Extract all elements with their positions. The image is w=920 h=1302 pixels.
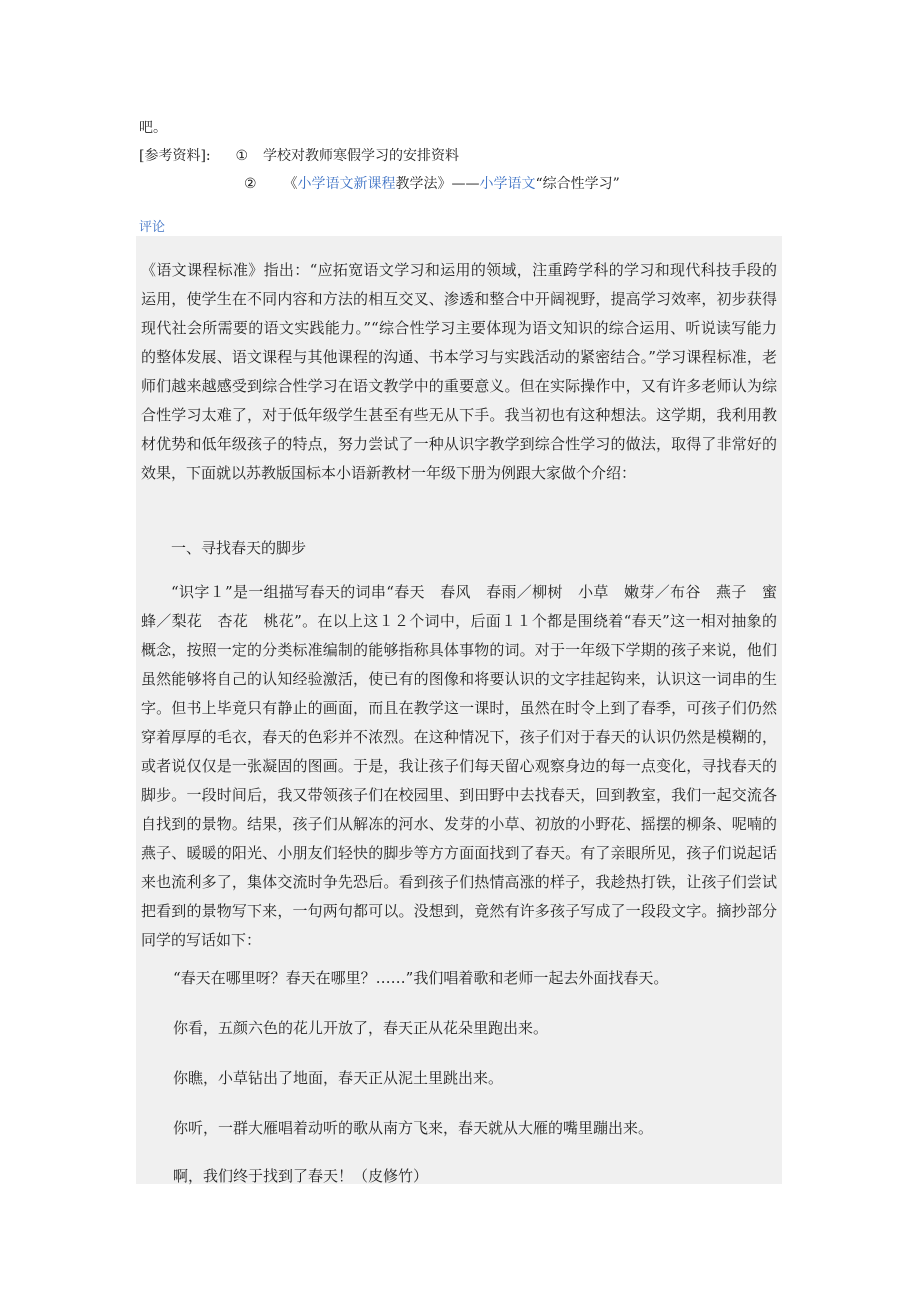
quote-line-1: “春天在哪里呀？春天在哪里？……”我们唱着歌和老师一起去外面找春天。 xyxy=(173,969,669,987)
reference-text-2-pre: 《 xyxy=(283,176,298,192)
reference-number-2: ② xyxy=(244,176,257,192)
quote-line-5: 啊，我们终于找到了春天！（皮修竹） xyxy=(173,1167,429,1185)
reference-line-2 xyxy=(244,174,620,194)
reference-text-1: 学校对教师寒假学习的安排资料 xyxy=(263,148,460,164)
quote-line-4: 你听，一群大雁唱着动听的歌从南方飞来，春天就从大雁的嘴里蹦出来。 xyxy=(173,1119,654,1137)
reference-line-1 xyxy=(139,146,459,166)
section-title: 一、寻找春天的脚步 xyxy=(171,539,307,557)
link-xiaoxue-yuwen-xinkecheng[interactable]: 小学语文新课程 xyxy=(297,176,396,192)
quote-line-2: 你看，五颜六色的花儿开放了，春天正从花朵里跑出来。 xyxy=(173,1019,549,1037)
continuation-text: 吧。 xyxy=(139,120,167,136)
reference-number-1: ① xyxy=(235,148,249,164)
comment-box xyxy=(136,236,782,1184)
link-xiaoxue-yuwen[interactable]: 小学语文 xyxy=(479,176,536,192)
section-body: “识字１”是一组描写春天的词串“春天 春风 春雨／柳树 小草 嫩芽／布谷 燕子 蜜蜂／梨花 杏花 桃花”。在以上这１２个词中，后面１１个都是围绕着“春天”这一相对抽象的概念，按照一定的分类标准编制的能够指称具体事物的词。对于一年级下学期的孩子来说，他们虽然能够将自己的认知经验激活，使已有的图像和将要认识的文字挂起钩来，认识这一词串的生字。但书上毕竟只有静止的画面，而且在教学这一课时，虽然在时令上到了春季，可孩子们仍然穿着厚厚的毛衣，春天的色彩并不浓烈。在这种情况下，孩子们对于春天的认识仍然是模糊的，或者说仅仅是一张凝固的图画。于是，我让孩子们每天留心观察身边的每一点变化，寻找春天的脚步。一段时间后，我又带领孩子们在校园里、到田野中去找春天，回到教室，我们一起交流各自找到的景物。结果，孩子们从解冻的河水、发芽的小草、初放的小野花、摇摆的柳条、呢喃的燕子、暖暖的阳光、小朋友们轻快的脚步等方方面面找到了春天。有了亲眼所见，孩子们说起话来也流利多了，集体交流时争先恐后。看到孩子们热情高涨的样子，我趁热打铁，让孩子们尝试把看到的景物写下来，一句两句都可以。没想到，竟然有许多孩子写成了一段段文字。摘抄部分同学的写话如下： xyxy=(141,583,777,949)
reference-label: [参考资料]: xyxy=(139,148,211,164)
quote-line-3: 你瞧，小草钻出了地面，春天正从泥土里跳出来。 xyxy=(173,1069,504,1087)
comment-link[interactable]: 评论 xyxy=(139,220,166,235)
reference-text-2-post: “综合性学习” xyxy=(535,176,620,192)
intro-paragraph: 《语文课程标准》指出：“应拓宽语文学习和运用的领域，注重跨学科的学习和现代科技手段的运用，使学生在不同内容和方法的相互交叉、渗透和整合中开阔视野，提高学习效率，初步获得现代社会所需要的语文实践能力。”“综合性学习主要体现为语文知识的综合运用、听说读写能力的整体发展、语文课程与其他课程的沟通、书本学习与实践活动的紧密结合。”学习课程标准，老师们越来越感受到综合性学习在语文教学中的重要意义。但在实际操作中，又有许多老师认为综合性学习太难了，对于低年级学生甚至有些无从下手。我当初也有这种想法。这学期，我利用教材优势和低年级孩子的特点，努力尝试了一种从识字教学到综合性学习的做法，取得了非常好的效果，下面就以苏教版国标本小语新教材一年级下册为例跟大家做个介绍： xyxy=(141,261,777,482)
reference-text-2-mid: 教学法》—— xyxy=(395,176,480,192)
